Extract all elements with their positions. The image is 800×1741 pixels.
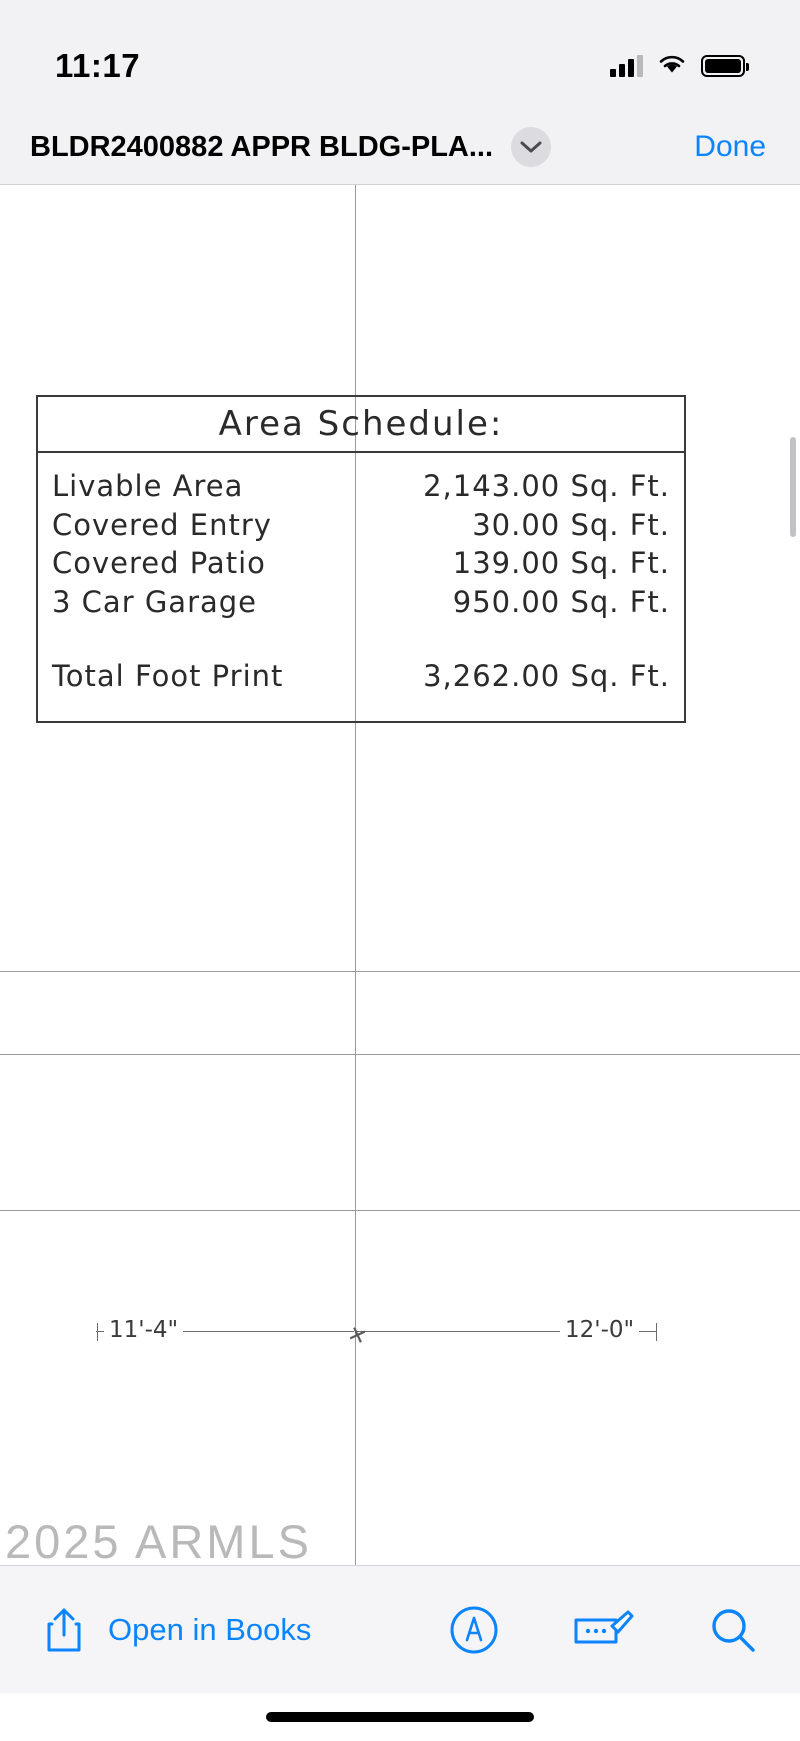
- area-row-label: Covered Patio: [52, 546, 266, 581]
- table-row-total: [52, 657, 670, 696]
- open-in-books-button[interactable]: Open in Books: [108, 1611, 312, 1647]
- area-schedule-table: [36, 395, 686, 723]
- done-button[interactable]: Done: [694, 130, 766, 163]
- wifi-icon: [657, 52, 687, 80]
- area-row-value: 2,143.00 Sq. Ft.: [423, 469, 670, 503]
- toolbar-right-group: [448, 1604, 758, 1656]
- area-schedule-title: Area Schedule:: [218, 404, 504, 444]
- table-row: [52, 583, 670, 622]
- area-row-value: 139.00 Sq. Ft.: [452, 546, 670, 581]
- table-row: [52, 506, 670, 545]
- home-indicator-area: [0, 1693, 800, 1741]
- area-row-label: Livable Area: [52, 469, 244, 503]
- table-row: [52, 467, 670, 506]
- status-bar: [0, 0, 800, 110]
- dimension-tick-right: [656, 1323, 657, 1341]
- bottom-toolbar: [0, 1565, 800, 1693]
- markup-pen-circle-icon[interactable]: [448, 1604, 500, 1656]
- area-schedule-body: [36, 453, 686, 723]
- dimension-label-left: 11'-4": [104, 1317, 183, 1343]
- search-icon[interactable]: [708, 1605, 758, 1655]
- watermark: 2025 ARMLS: [5, 1515, 312, 1565]
- plan-horizontal-line-2: [0, 1054, 800, 1055]
- table-spacer: [52, 621, 670, 657]
- dimension-tick-left: [97, 1323, 98, 1341]
- status-indicators: [610, 52, 745, 80]
- cellular-signal-icon: [610, 55, 643, 77]
- share-up-arrow-icon[interactable]: [42, 1605, 86, 1655]
- document-viewport[interactable]: [0, 185, 800, 1565]
- plan-horizontal-line-3: [0, 1210, 800, 1211]
- area-total-value: 3,262.00 Sq. Ft.: [423, 659, 670, 694]
- toolbar-left-group: [42, 1605, 311, 1655]
- dimension-line-row: [0, 1313, 800, 1353]
- area-row-label: 3 Car Garage: [52, 584, 258, 619]
- area-row-label: Covered Entry: [52, 507, 272, 542]
- plan-horizontal-line-1: [0, 971, 800, 972]
- navigation-bar: [0, 110, 800, 185]
- document-title: BLDR2400882 APPR BLDG-PLA...: [30, 130, 494, 163]
- area-total-label: Total Foot Print: [52, 659, 284, 694]
- status-time: 11:17: [55, 47, 141, 84]
- chevron-down-icon[interactable]: [511, 127, 551, 167]
- table-row: [52, 544, 670, 583]
- annotate-box-icon[interactable]: [572, 1608, 636, 1652]
- plan-vertical-line: [355, 185, 356, 1565]
- scrollbar[interactable]: [790, 437, 796, 537]
- battery-icon: [701, 55, 745, 77]
- area-row-value: 950.00 Sq. Ft.: [452, 584, 670, 619]
- dimension-center-arrow-icon: ✕: [344, 1320, 371, 1351]
- area-schedule-header: [36, 395, 686, 453]
- home-indicator[interactable]: [266, 1712, 534, 1722]
- area-row-value: 30.00 Sq. Ft.: [472, 507, 670, 542]
- dimension-label-right: 12'-0": [560, 1317, 639, 1343]
